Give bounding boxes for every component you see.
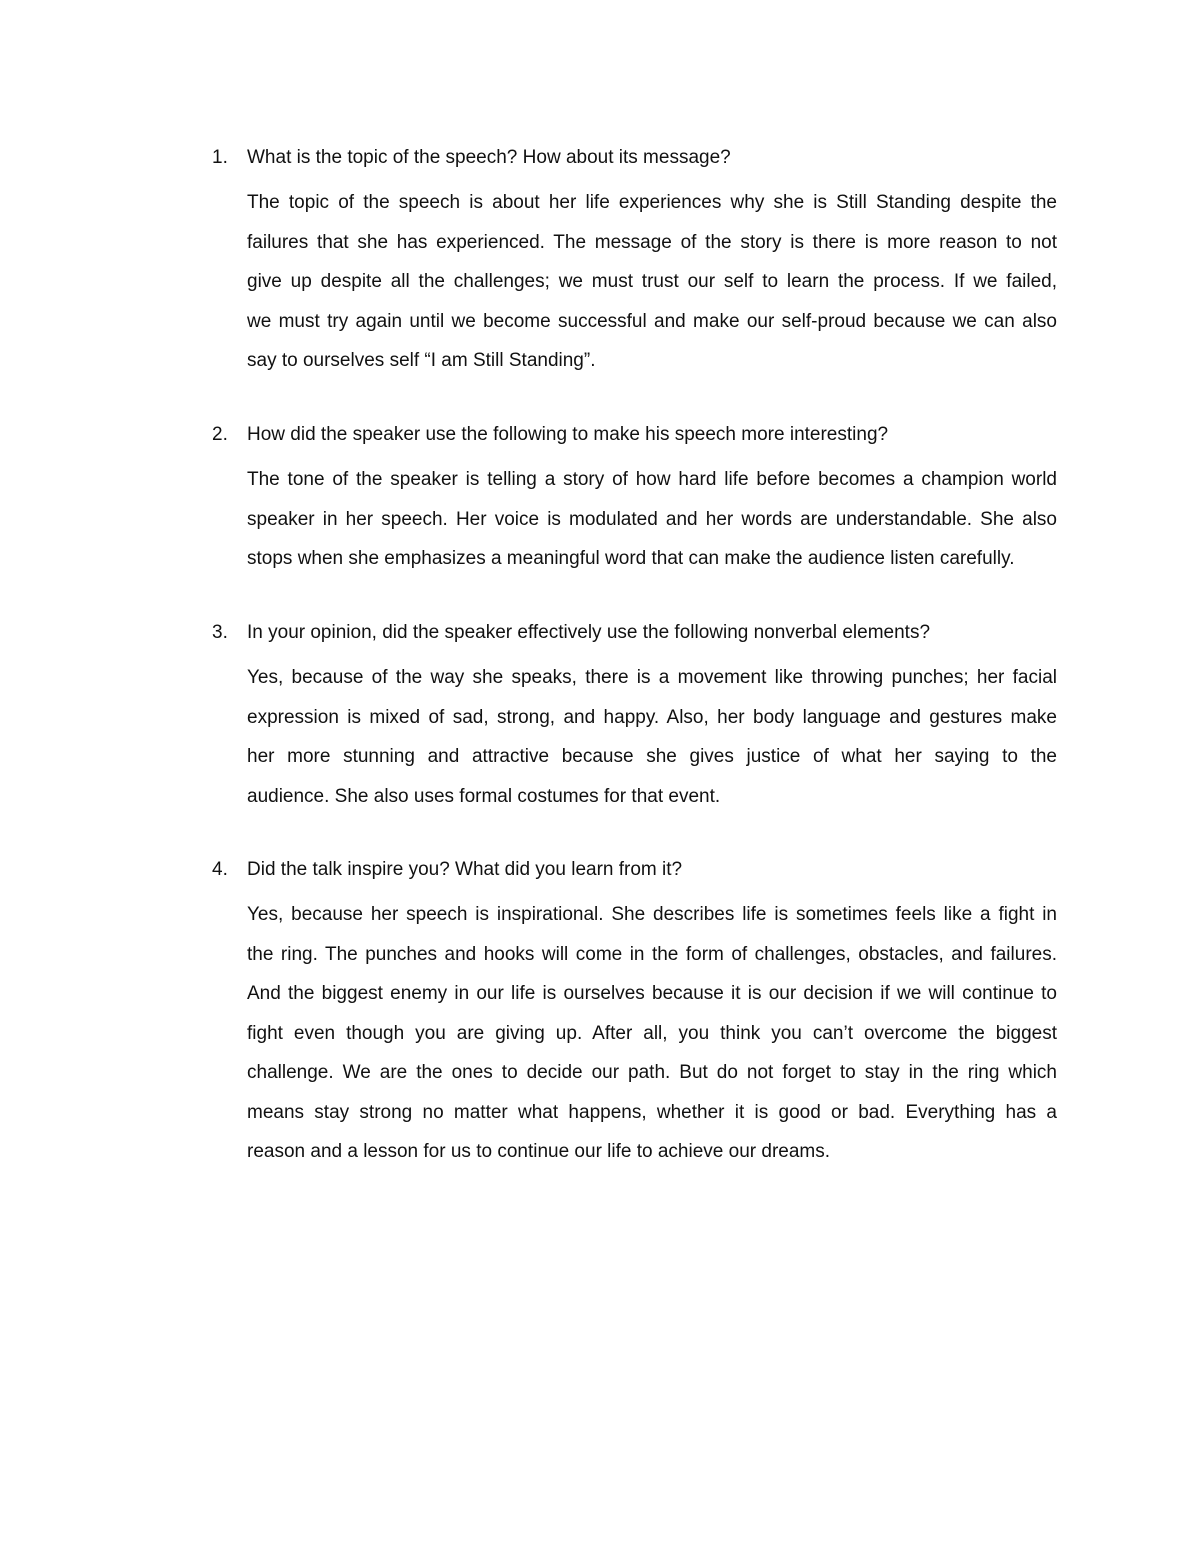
answer-paragraph [247,460,1057,579]
question-number: 2. [212,424,228,445]
answer-paragraph [247,895,1057,1172]
answer-line: challenge. We are the ones to decide our path. But do not forget to stay in the ring which [247,1062,1057,1083]
question-number: 1. [212,147,228,168]
question-item-4 [0,855,1200,1172]
answer-line: stops when she emphasizes a meaningful word that can make the audience listen carefully. [247,548,1015,569]
answer-line: expression is mixed of sad, strong, and happy. Also, her body language and gestures make [247,706,1057,728]
answer-line: The topic of the speech is about her life experiences why she is Still Standing despite the [247,192,1057,213]
answer-line: audience. She also uses formal costumes for that event. [247,785,721,807]
answer-paragraph [247,183,1057,381]
question-row [0,420,1200,450]
answer-line: give up despite all the challenges; we must trust our self to learn the process. If we failed, [247,271,1057,292]
question-item-3 [0,618,1200,816]
answer-line: means stay strong no matter what happens, whether it is good or bad. Everything has a [247,1101,1057,1123]
answer-line: Yes, because of the way she speaks, there is a movement like throwing punches; her facial [247,667,1057,688]
question-text: What is the topic of the speech? How about its message? [247,147,731,168]
answer-line: speaker in her speech. Her voice is modulated and her words are understandable. She also [247,508,1057,530]
question-number: 4. [212,859,228,880]
answer-line: reason and a lesson for us to continue our life to achieve our dreams. [247,1141,831,1162]
answer-line: failures that she has experienced. The message of the story is there is more reason to not [247,231,1057,253]
question-row [0,143,1200,173]
answer-paragraph [247,658,1057,816]
question-number: 3. [212,622,228,643]
answer-line: the ring. The punches and hooks will come in the form of challenges, obstacles, and failures. [247,943,1057,965]
question-text: Did the talk inspire you? What did you learn from it? [247,859,683,880]
question-item-2 [0,420,1200,579]
answer-line: And the biggest enemy in our life is ourselves because it is our decision if we will continue to [247,983,1057,1004]
question-text: How did the speaker use the following to make his speech more interesting? [247,424,889,445]
answer-line: we must try again until we become successful and make our self-proud because we can also [247,310,1057,332]
question-row [0,618,1200,648]
question-row [0,855,1200,885]
question-item-1 [0,143,1200,381]
answer-line: say to ourselves self “I am Still Standing”. [247,350,596,371]
answer-line: Yes, because her speech is inspirational. She describes life is sometimes feels like a fight in [247,904,1057,925]
answer-line: her more stunning and attractive because she gives justice of what her saying to the [247,746,1057,767]
question-text: In your opinion, did the speaker effectively use the following nonverbal elements? [247,622,931,643]
answer-line: fight even though you are giving up. After all, you think you can’t overcome the biggest [247,1022,1057,1044]
answer-line: The tone of the speaker is telling a story of how hard life before becomes a champion world [247,469,1057,490]
